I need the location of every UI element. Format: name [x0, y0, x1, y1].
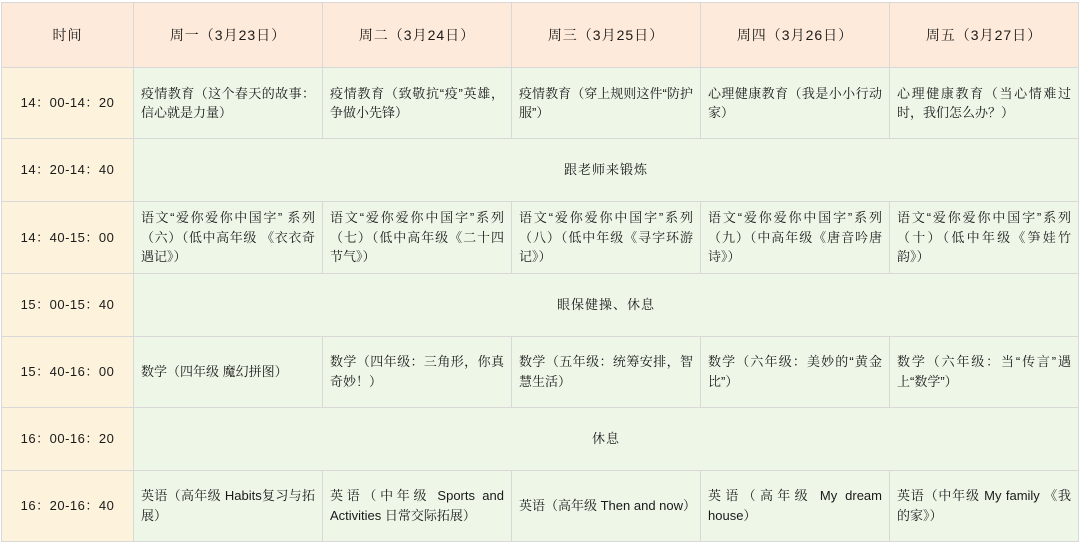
- lesson-cell: 数学（四年级 魔幻拼图）: [134, 336, 323, 407]
- table-row: [2, 470, 1079, 541]
- table-row: [2, 273, 1079, 336]
- lesson-cell: 英语（高年级 Habits复习与拓展）: [134, 470, 323, 541]
- lesson-cell: 英语（中年级 Sports and Activities 日常交际拓展）: [323, 470, 512, 541]
- time-slot: 16：20-16：40: [2, 470, 134, 541]
- lesson-cell: 英语（中年级 My family 《我的家》）: [890, 470, 1079, 541]
- lesson-cell: 疫情教育（致敬抗“疫”英雄，争做小先锋）: [323, 68, 512, 139]
- column-header-wednesday: 周三（3月25日）: [512, 3, 701, 68]
- time-slot: 14：40-15：00: [2, 202, 134, 274]
- column-header-friday: 周五（3月27日）: [890, 3, 1079, 68]
- lesson-cell: 语文“爱你爱你中国字”系列（八）（低中年级《寻字环游记》）: [512, 202, 701, 274]
- lesson-cell: 语文“爱你爱你中国字”系列（七）（低中高年级《二十四节气》）: [323, 202, 512, 274]
- time-slot: 15：00-15：40: [2, 273, 134, 336]
- table-row: [2, 139, 1079, 202]
- lesson-cell: 语文“爱你爱你中国字”系列（九）（中高年级《唐音吟唐诗》）: [701, 202, 890, 274]
- column-header-time: 时间: [2, 3, 134, 68]
- column-header-tuesday: 周二（3月24日）: [323, 3, 512, 68]
- table-row: [2, 68, 1079, 139]
- table-row: [2, 407, 1079, 470]
- schedule-table: [1, 2, 1079, 542]
- lesson-cell: 疫情教育（这个春天的故事：信心就是力量）: [134, 68, 323, 139]
- time-slot: 15：40-16：00: [2, 336, 134, 407]
- column-header-monday: 周一（3月23日）: [134, 3, 323, 68]
- time-slot: 16：00-16：20: [2, 407, 134, 470]
- break-label: 休息: [134, 407, 1079, 470]
- lesson-cell: 语文“爱你爱你中国字”系列（十）（低中年级《笋娃竹韵》）: [890, 202, 1079, 274]
- time-slot: 14：00-14：20: [2, 68, 134, 139]
- lesson-cell: 心理健康教育（当心情难过时，我们怎么办？）: [890, 68, 1079, 139]
- lesson-cell: 心理健康教育（我是小小行动家）: [701, 68, 890, 139]
- lesson-cell: 数学（四年级：三角形，你真奇妙！）: [323, 336, 512, 407]
- table-header-row: [2, 3, 1079, 68]
- lesson-cell: 数学（六年级：美妙的“黄金比”）: [701, 336, 890, 407]
- column-header-thursday: 周四（3月26日）: [701, 3, 890, 68]
- lesson-cell: 英语（高年级 My dream house）: [701, 470, 890, 541]
- table-row: [2, 202, 1079, 274]
- lesson-cell: 疫情教育（穿上规则这件“防护服”）: [512, 68, 701, 139]
- time-slot: 14：20-14：40: [2, 139, 134, 202]
- lesson-cell: 数学（六年级：当“传言”遇上“数学”）: [890, 336, 1079, 407]
- lesson-cell: 英语（高年级 Then and now）: [512, 470, 701, 541]
- lesson-cell: 语文“爱你爱你中国字” 系列（六）（低中高年级 《衣衣奇遇记》）: [134, 202, 323, 274]
- table-row: [2, 336, 1079, 407]
- break-label: 跟老师来锻炼: [134, 139, 1079, 202]
- break-label: 眼保健操、休息: [134, 273, 1079, 336]
- lesson-cell: 数学（五年级：统筹安排，智慧生活）: [512, 336, 701, 407]
